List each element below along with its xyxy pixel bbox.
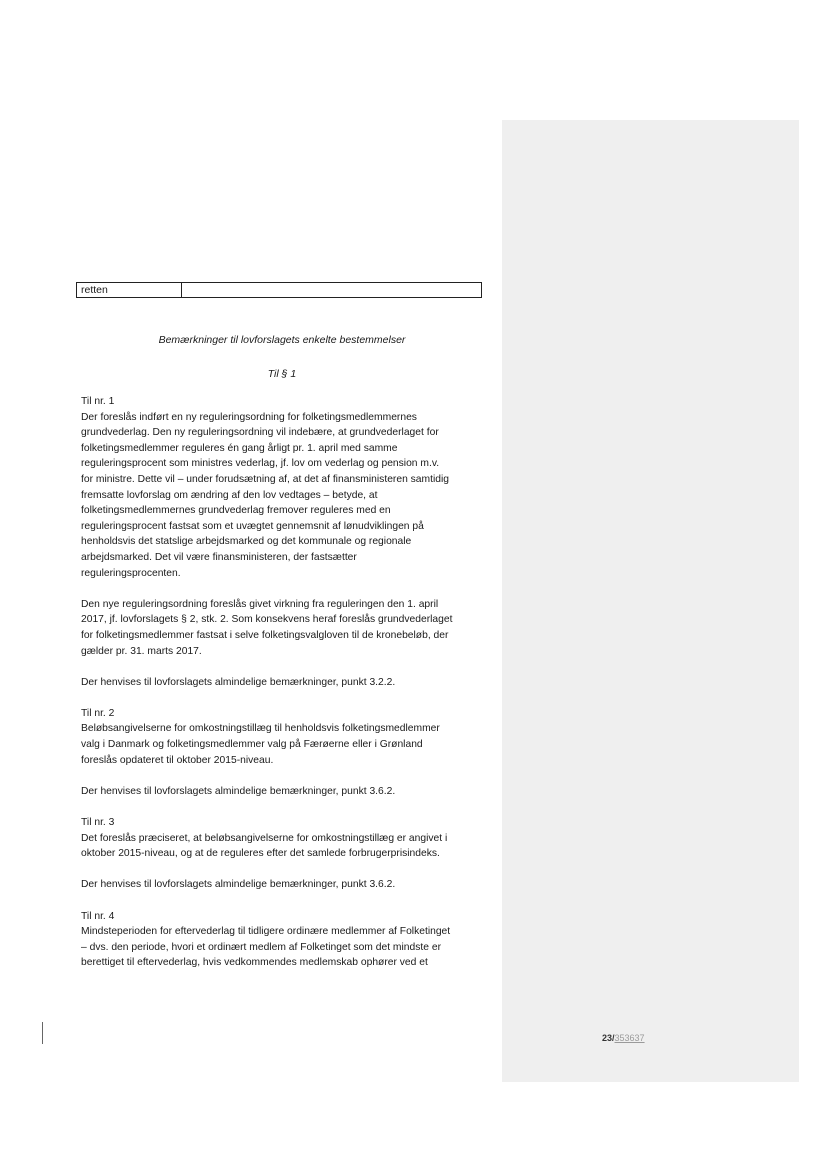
- section-heading: Bemærkninger til lovforslagets enkelte bestemmelser: [158, 334, 406, 346]
- paragraph: Beløbsangivelserne for omkostningstillæg til henholdsvis folketingsmedlemmer valg i Danmark og folketingsmedlemmer valg på Færøerne eller i Grønland foreslås opdateret til oktober 2015-niveau.: [81, 723, 440, 766]
- comment-margin-column: [502, 120, 799, 1082]
- item-label-nr2: Til nr. 2: [81, 707, 115, 719]
- table-cell-retten: retten: [77, 283, 182, 297]
- item-label-nr1: Til nr. 1: [81, 396, 115, 407]
- item-label-nr4: Til nr. 4: [81, 910, 115, 922]
- document-body: [81, 394, 501, 971]
- reference-paragraph: Der henvises til lovforslagets almindelige bemærkninger, punkt 3.6.2.: [81, 785, 396, 797]
- page-number: [602, 1033, 645, 1043]
- table-cell-empty: [182, 283, 481, 297]
- paragraph: Det foreslås præciseret, at beløbsangivelserne for omkostningstillæg er angivet i oktober 2015-niveau, og at de reguleres efter det samlede forbrugerprisindeks.: [81, 832, 448, 860]
- item-label-nr3: Til nr. 3: [81, 817, 115, 829]
- page-number-current: 23/: [602, 1033, 615, 1043]
- margin-mark: [42, 1022, 43, 1044]
- page-number-total: 353637: [614, 1033, 645, 1043]
- reference-paragraph: Der henvises til lovforslagets almindelige bemærkninger, punkt 3.6.2.: [81, 879, 396, 891]
- paragraph-heading: Til § 1: [267, 368, 297, 380]
- paragraph: Mindsteperioden for eftervederlag til tidligere ordinære medlemmer af Folketinget – dvs. den periode, hvori et ordinært medlem af Folketinget som det mindste er berettiget til eftervederlag, hvis vedkommendes medlemskab ophører ved et: [81, 926, 451, 969]
- reference-paragraph: Der henvises til lovforslagets almindelige bemærkninger, punkt 3.2.2.: [81, 676, 396, 688]
- table-fragment: [76, 282, 482, 298]
- paragraph: Der foreslås indført en ny reguleringsordning for folketingsmedlemmernes grundvederlag. Den ny reguleringsordning vil indebære, at grundvederlaget for folketingsmedlemmer reguleres én gang årligt pr. 1. april med samme reguleringsprocent som ministres vederlag, jf. lov om vederlag og pension m.v. for ministre. Dette vil – under forudsætning af, at det af finansministeren samtidig fremsatte lovforslag om ændring af den lov vedtages – betyde, at folketingsmedlemmernes grundvederlag fremover reguleres med en reguleringsprocent fastsat som et uvægtet gennemsnit af lønudviklingen på henholdsvis det statslige arbejdsmarked og det kommunale og regionale arbejdsmarked. Det vil være finansministeren, der fastsætter reguleringsprocenten.: [81, 411, 450, 579]
- paragraph: Den nye reguleringsordning foreslås givet virkning fra reguleringen den 1. april 2017, jf. lovforslagets § 2, stk. 2. Som konsekvens heraf foreslås grundvederlaget for folketingsmedlemmer fastsat i selve folketingsvalgloven til de kronebeløb, der gælder pr. 31. marts 2017.: [81, 598, 453, 657]
